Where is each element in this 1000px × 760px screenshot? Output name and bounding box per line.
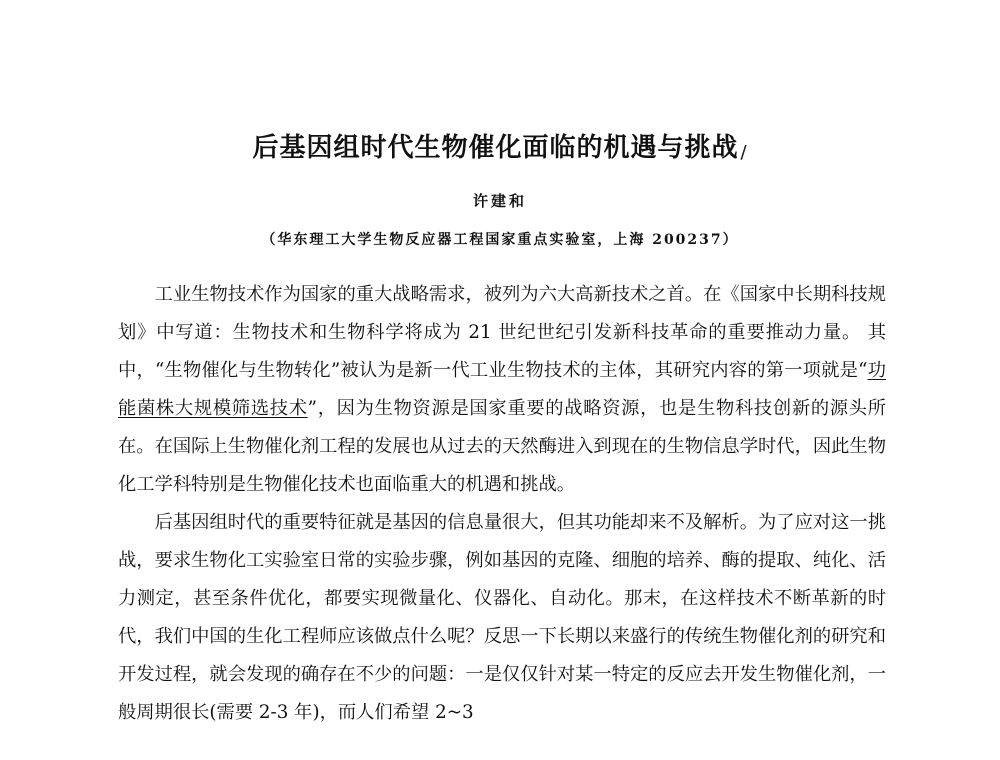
paragraph-1 (118, 276, 886, 504)
author-name: 许建和 (472, 192, 527, 210)
underlined-phrase: 功能菌株大规模筛选技术 (118, 360, 887, 419)
paragraph-2: 后基因组时代的重要特征就是基因的信息量很大，但其功能却来不及解析。为了应对这一挑战，要求生物化工实验室日常的实验步骤，例如基因的克隆、细胞的培养、酶的提取、纯化、活力测定，甚至条件优化，都要实现微量化、仪器化、自动化。那末，在这样技术不断革新的时代，我们中国的生化工程师应该做点什么呢？反思一下长期以来盛行的传统生物催化剂的研究和开发过程，就会发现的确存在不少的问题：一是仅仅针对某一特定的反应去开发生物催化剂，一般周期很长(需要 2-3 年)，而人们希望 2~3 (118, 512, 886, 723)
author-affiliation: （华东理工大学生物反应器工程国家重点实验室，上海 200237） (261, 232, 739, 248)
paper-title (0, 130, 1000, 169)
title-mark: / (740, 142, 748, 163)
body-text (118, 276, 886, 732)
paragraph-1-part-2: ”，因为生物资源是国家重要的战略资源，也是生物科技创新的源头所在。在国际上生物催化剂工程的发展也从过去的天然酶进入到现在的生物信息学时代，因此生物化工学科特别是生物催化技术也面临重大的机遇和挑战。 (118, 398, 886, 495)
paper-title-text: 后基因组时代生物催化面临的机遇与挑战 (252, 133, 739, 163)
paragraph-1-part-1: 工业生物技术作为国家的重大战略需求，被列为六大高新技术之首。在《国家中长期科技规划》中写道：生物技术和生物科学将成为 21 世纪世纪引发新科技革命的重要推动力量。 其中，“生物催化与生物转化”被认为是新一代工业生物技术的主体，其研究内容的第一项就是“ (118, 284, 886, 381)
